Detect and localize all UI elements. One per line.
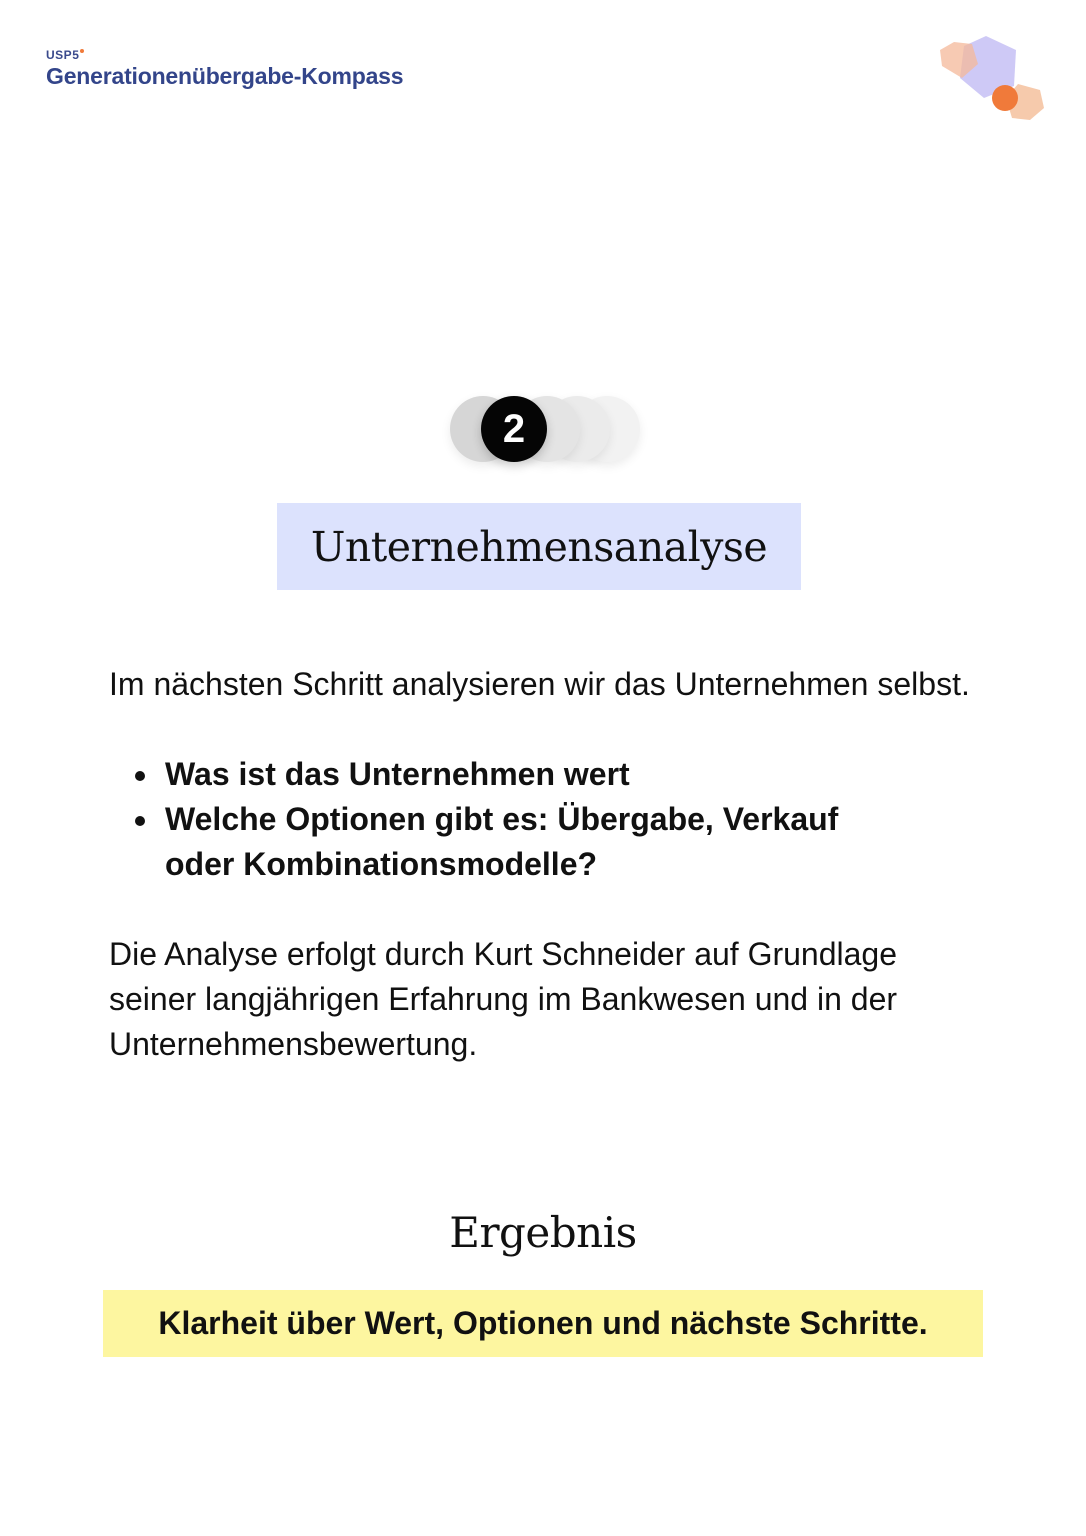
intro-paragraph: Im nächsten Schritt analysieren wir das Unternehmen selbst. <box>109 666 970 702</box>
question-list <box>109 752 989 887</box>
result-highlight-box <box>103 1290 983 1357</box>
list-item: Was ist das Unternehmen wert <box>165 752 989 797</box>
logo-orange-dot <box>992 85 1018 111</box>
current-step-badge: 2 <box>481 396 547 462</box>
brand-dot-icon <box>80 49 84 53</box>
section-title: Unternehmensanalyse <box>310 522 768 571</box>
step-indicator <box>450 396 650 466</box>
brand-small-text: USP <box>46 48 73 62</box>
list-item: Welche Optionen gibt es: Übergabe, Verkauf oder Kombinationsmodelle? <box>165 797 989 887</box>
section-title-box <box>277 503 801 590</box>
analysis-paragraph: Die Analyse erfolgt durch Kurt Schneider auf Grundlage seiner langjährigen Erfahrung im Bankwesen und in der Unternehmensbewertung. <box>109 936 898 1062</box>
brand-small-label <box>46 48 403 62</box>
section-content <box>109 662 989 1067</box>
result-heading: Ergebnis <box>449 1208 637 1257</box>
overlapping-pentagons-logo-icon <box>936 34 1048 126</box>
result-text: Klarheit über Wert, Optionen und nächste Schritte. <box>158 1305 928 1341</box>
brand-title: Generationenübergabe-Kompass <box>46 63 404 89</box>
brand <box>46 48 403 89</box>
brand-small-number: 5 <box>72 48 80 62</box>
